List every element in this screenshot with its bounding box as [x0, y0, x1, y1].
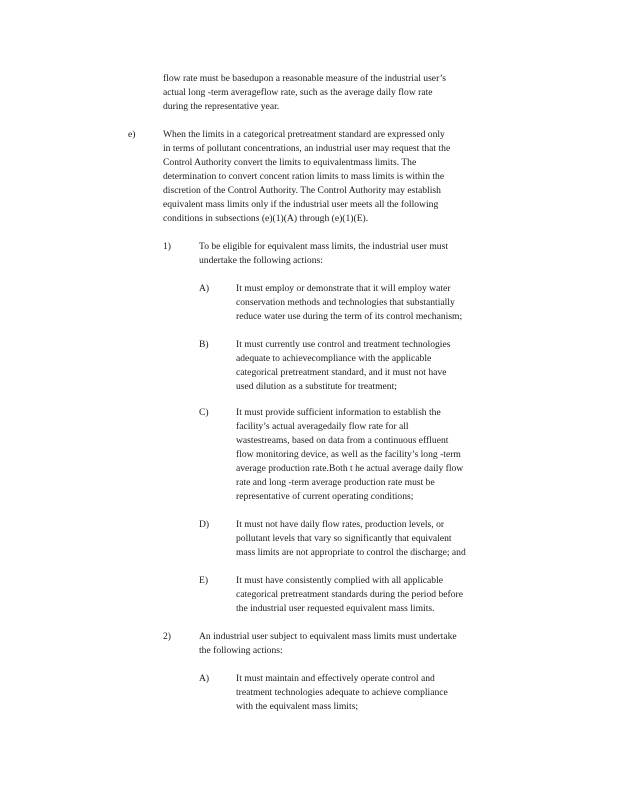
section-e-paragraph — [163, 128, 523, 226]
text-line: An industrial user subject to equivalent mass limits must undertake — [199, 631, 457, 642]
text-line: average production rate.Both t he actual average daily flow — [236, 463, 464, 474]
item-marker-1: 1) — [163, 241, 171, 252]
text-line: with the equivalent mass limits; — [236, 701, 359, 712]
subitem-marker-1c: C) — [199, 407, 209, 418]
text-line: used dilution as a substitute for treatment; — [236, 381, 397, 392]
subitem-1e-paragraph — [236, 574, 521, 616]
text-line: adequate to achievecompliance with the applicable — [236, 353, 432, 364]
text-line: determination to convert concent ration limits to mass limits is within the — [163, 171, 445, 182]
text-line: conditions in subsections (e)(1)(A) through (e)(1)(E). — [163, 213, 369, 224]
text-line: categorical pretreatment standard, and it must not have — [236, 367, 447, 378]
text-line: It must have consistently complied with all applicable — [236, 575, 444, 586]
subitem-1c-paragraph — [236, 406, 521, 504]
text-line: It must maintain and effectively operate control and — [236, 673, 435, 684]
text-line: categorical pretreatment standards during the period before — [236, 589, 463, 600]
text-line: mass limits are not appropriate to control the discharge; and — [236, 547, 466, 558]
text-line: When the limits in a categorical pretreatment standard are expressed only — [163, 129, 445, 140]
text-line: actual long -term averageflow rate, such as the average daily flow rate — [163, 87, 433, 98]
text-line: during the representative year. — [163, 101, 280, 112]
item-1-paragraph — [199, 240, 519, 268]
subitem-1a-paragraph — [236, 282, 521, 324]
item-2-paragraph — [199, 630, 519, 658]
subitem-1b-paragraph — [236, 338, 521, 394]
text-line: It must employ or demonstrate that it will employ water — [236, 283, 451, 294]
subitem-1d-paragraph — [236, 518, 521, 560]
text-line: rate and long -term average production rate must be — [236, 477, 435, 488]
text-line: flow monitoring device, as well as the facility’s long -term — [236, 449, 461, 460]
subitem-marker-1b: B) — [199, 339, 209, 350]
section-marker-e: e) — [128, 129, 136, 140]
text-line: facility’s actual averagedaily flow rate for all — [236, 421, 409, 432]
item-marker-2: 2) — [163, 631, 171, 642]
text-line: It must provide sufficient information to establish the — [236, 407, 441, 418]
text-line: discretion of the Control Authority. The Control Authority may establish — [163, 185, 441, 196]
text-line: pollutant levels that vary so significantly that equivalent — [236, 533, 452, 544]
subitem-marker-1e: E) — [199, 575, 209, 586]
text-line: Control Authority convert the limits to equivalentmass limits. The — [163, 157, 417, 168]
text-line: representative of current operating conditions; — [236, 491, 414, 502]
text-line: the industrial user requested equivalent mass limits. — [236, 603, 435, 614]
text-line: It must currently use control and treatment technologies — [236, 339, 451, 350]
text-line: equivalent mass limits only if the industrial user meets all the following — [163, 199, 439, 210]
text-line: undertake the following actions: — [199, 255, 323, 266]
text-line: treatment technologies adequate to achieve compliance — [236, 687, 448, 698]
text-line: flow rate must be basedupon a reasonable measure of the industrial user’s — [163, 73, 447, 84]
text-line: It must not have daily flow rates, production levels, or — [236, 519, 445, 530]
text-line: To be eligible for equivalent mass limits, the industrial user must — [199, 241, 448, 252]
intro-paragraph — [163, 72, 518, 114]
subitem-2a-paragraph — [236, 672, 521, 714]
text-line: reduce water use during the term of its control mechanism; — [236, 311, 463, 322]
text-line: in terms of pollutant concentrations, an industrial user may request that the — [163, 143, 451, 154]
subitem-marker-1d: D) — [199, 519, 210, 530]
subitem-marker-2a: A) — [199, 673, 210, 684]
subitem-marker-1a: A) — [199, 283, 210, 294]
text-line: wastestreams, based on data from a continuous effluent — [236, 435, 449, 446]
text-line: conservation methods and technologies that substantially — [236, 297, 455, 308]
text-line: the following actions: — [199, 645, 283, 656]
